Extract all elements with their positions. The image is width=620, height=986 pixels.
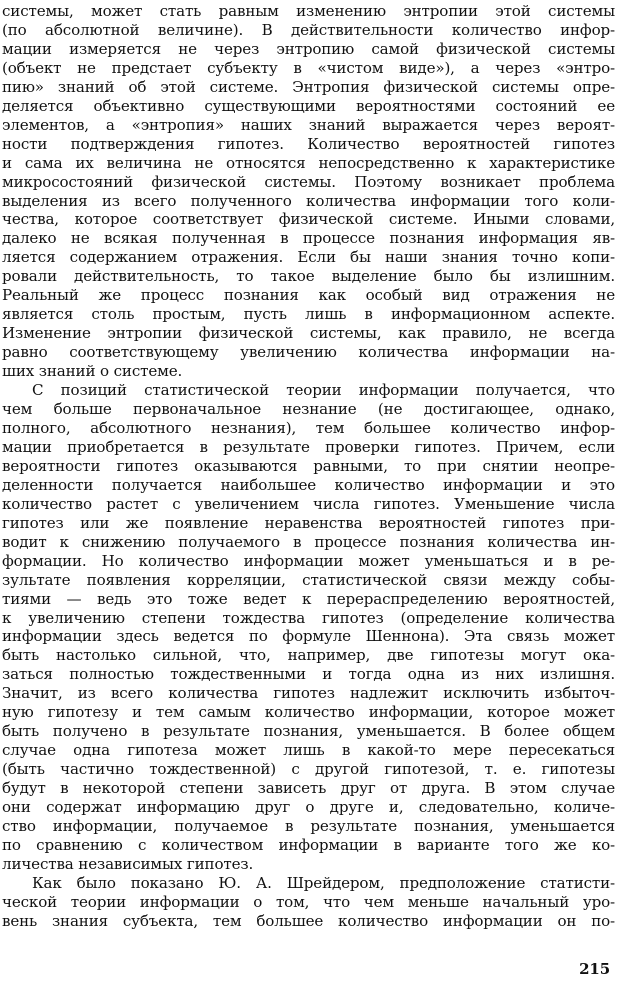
text-line: выделения из всего полученного количества информации того коли-	[2, 191, 615, 210]
text-line: пию» знаний об этой системе. Энтропия физической системы опре-	[2, 77, 615, 96]
text-line: микросостояний физической системы. Поэтому возникает проблема	[2, 172, 615, 191]
text-line: равно соответствующему увеличению количества информации на-	[2, 343, 615, 362]
text-line: полного, абсолютного незнания), тем большее количество инфор-	[2, 418, 615, 437]
text-line: является столь простым, пусть лишь в информационном аспекте.	[2, 305, 615, 324]
text-line: водит к снижению получаемого в процессе познания количества ин-	[2, 532, 615, 551]
text-line: гипотез или же появление неравенства вероятностей гипотез при-	[2, 513, 615, 532]
text-line: они содержат информацию друг о друге и, следовательно, количе-	[2, 798, 615, 817]
text-body	[2, 2, 615, 931]
text-line: тиями — ведь это тоже ведет к перераспределению вероятностей,	[2, 589, 615, 608]
text-line: по сравнению с количеством информации в варианте того же ко-	[2, 835, 615, 854]
text-line: Как было показано Ю. А. Шрейдером, предположение статисти-	[32, 873, 615, 892]
text-line: вероятности гипотез оказываются равными, то при снятии неопре-	[2, 456, 615, 475]
text-line: С позиций статистической теории информации получается, что	[32, 381, 615, 400]
text-line: мации приобретается в результате проверки гипотез. Причем, если	[2, 437, 615, 456]
text-line: ровали действительность, то такое выделение было бы излишним.	[2, 267, 615, 286]
paragraph	[2, 874, 615, 931]
text-line: ляется содержанием отражения. Если бы наши знания точно копи-	[2, 248, 615, 267]
text-line: случае одна гипотеза может лишь в какой-то мере пересекаться	[2, 741, 615, 760]
text-line: ших знаний о системе.	[2, 362, 183, 381]
text-line: быть настолько сильной, что, например, две гипотезы могут ока-	[2, 646, 615, 665]
text-line: чем больше первоначальное незнание (не достигающее, однако,	[2, 400, 615, 419]
text-line: деленности получается наибольшее количество информации и это	[2, 475, 615, 494]
text-line: ную гипотезу и тем самым количество информации, которое может	[2, 703, 615, 722]
text-line: системы, может стать равным изменению энтропии этой системы	[2, 2, 615, 20]
text-line: Значит, из всего количества гипотез надлежит исключить избыточ-	[2, 684, 615, 703]
text-line: (быть частично тождественной) с другой гипотезой, т. е. гипотезы	[2, 760, 615, 779]
text-line: и сама их величина не относятся непосредственно к характеристике	[2, 153, 615, 172]
text-line: ности подтверждения гипотез. Количество вероятностей гипотез	[2, 134, 615, 153]
text-line: Изменение энтропии физической системы, как правило, не всегда	[2, 324, 615, 343]
text-line: элементов, а «энтропия» наших знаний выражается через вероят-	[2, 115, 615, 134]
text-line: ческой теории информации о том, что чем меньше начальный уро-	[2, 892, 615, 911]
text-line: личества независимых гипотез.	[2, 854, 254, 873]
text-line: быть получено в результате познания, уменьшается. В более общем	[2, 722, 615, 741]
text-line: зультате появления корреляции, статистической связи между собы-	[2, 570, 615, 589]
text-line: Реальный же процесс познания как особый вид отражения не	[2, 286, 615, 305]
page-number: 215	[579, 960, 610, 978]
text-line: заться полностью тождественными и тогда одна из них излишня.	[2, 665, 615, 684]
paragraph	[2, 381, 615, 874]
text-line: мации измеряется не через энтропию самой физической системы	[2, 39, 615, 58]
text-line: чества, которое соответствует физической системе. Иными словами,	[2, 210, 615, 229]
text-line: количество растет с увеличением числа гипотез. Уменьшение числа	[2, 494, 615, 513]
text-line: деляется объективно существующими вероятностями состояний ее	[2, 96, 615, 115]
text-line: информации здесь ведется по формуле Шеннона). Эта связь может	[2, 627, 615, 646]
text-line: (по абсолютной величине). В действительности количество инфор-	[2, 20, 615, 39]
text-line: будут в некоторой степени зависеть друг от друга. В этом случае	[2, 779, 615, 798]
text-line: формации. Но количество информации может уменьшаться и в ре-	[2, 551, 615, 570]
text-line: (объект не предстает субъекту в «чистом виде»), а через «энтро-	[2, 58, 615, 77]
paragraph	[2, 2, 615, 381]
text-line: далеко не всякая полученная в процессе познания информация яв-	[2, 229, 615, 248]
text-line: вень знания субъекта, тем большее количество информации он по-	[2, 911, 615, 930]
text-line: к увеличению степени тождества гипотез (определение количества	[2, 608, 615, 627]
text-line: ство информации, получаемое в результате познания, уменьшается	[2, 816, 615, 835]
